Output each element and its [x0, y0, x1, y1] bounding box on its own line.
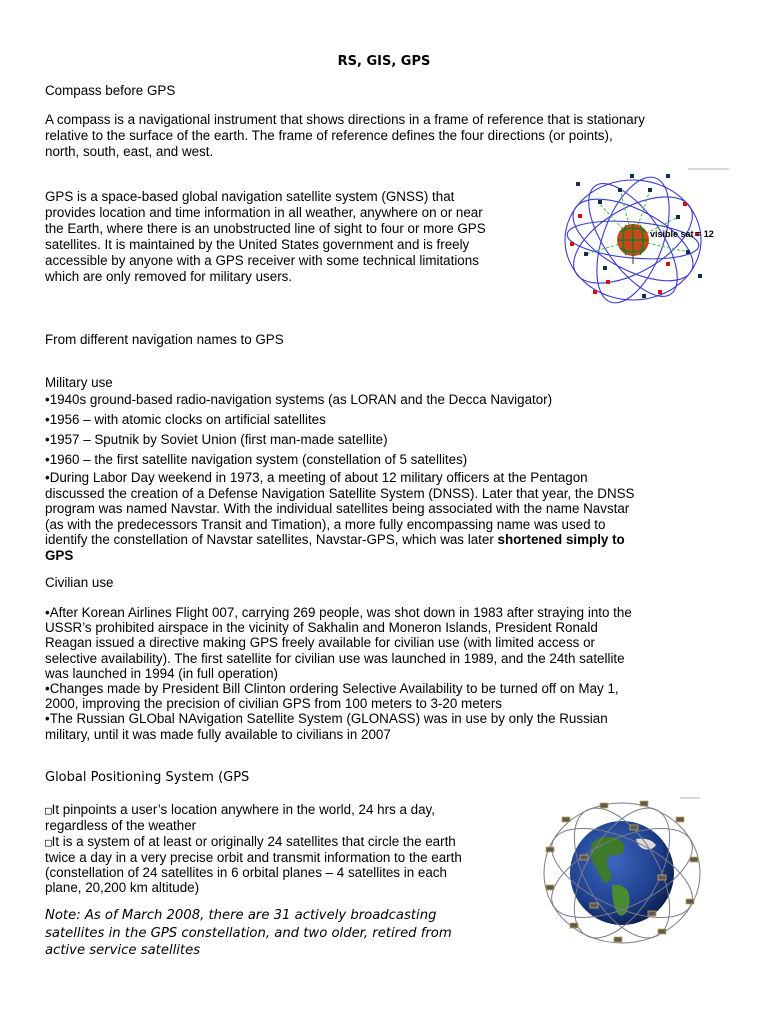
text-line: which are only removed for military users. — [45, 269, 293, 284]
text-segment: It is a system of at least or originally 24 satellites that circle the earth — [51, 833, 456, 849]
emphasis-text: shortened simply to — [497, 532, 625, 547]
list-item: •1940s ground-based radio-navigation systems (as LORAN and the Decca Navigator) — [45, 392, 553, 407]
text-line: regardless of the weather — [45, 818, 197, 834]
text-line: satellites. It is maintained by the United States government and is freely — [45, 237, 470, 252]
visible-satellites-label: visible sat = 12 — [650, 229, 714, 239]
text-segment: It pinpoints a user’s location anywhere in the world, 24 hrs a day, — [51, 802, 435, 817]
gps-bullets — [45, 802, 462, 896]
text-line: (as with the predecessors Transit and Timation), a more fully encompassing name was used to — [45, 516, 606, 532]
text-line: discussed the creation of a Defense Navigation Satellite System (DNSS). Later that year, the DNSS — [45, 485, 635, 501]
text-line: military, until it was made fully available to civilians in 2007 — [45, 726, 391, 742]
text-line: •After Korean Airlines Flight 007, carrying 269 people, was shot down in 1983 after straying into the — [45, 605, 632, 620]
text-line: twice a day in a very precise orbit and transmit information to the earth — [45, 849, 462, 865]
compass-heading: Compass before GPS — [45, 83, 176, 98]
text-line — [45, 532, 634, 548]
list-item: •1960 – the first satellite navigation system (constellation of 5 satellites) — [45, 452, 468, 467]
civilian-use-heading: Civilian use — [45, 575, 114, 590]
text-line: plane, 20,200 km altitude) — [45, 880, 200, 896]
note-paragraph — [45, 907, 452, 960]
civilian-paragraph — [45, 605, 632, 742]
earth-globe — [617, 224, 649, 264]
labor-day-paragraph — [45, 470, 634, 563]
list-item: •1956 – with atomic clocks on artificial satellites — [45, 412, 326, 427]
text-line: Note: As of March 2008, there are 31 actively broadcasting — [45, 908, 437, 923]
compass-paragraph — [45, 112, 645, 160]
missing-glyph-icon: □ — [45, 835, 52, 849]
gps-section-heading: Global Positioning System (GPS — [45, 770, 250, 785]
missing-glyph-icon: □ — [45, 804, 52, 817]
text-line: selective availability). The first satellite for civilian use was launched in 1989, and the 24th satellite — [45, 650, 625, 666]
text-line: was launched in 1994 (in full operation) — [45, 665, 278, 681]
text-line: the Earth, where there is an unobstructed line of sight to four or more GPS — [45, 221, 486, 236]
list-item — [45, 834, 462, 850]
text-line: GPS is a space-based global navigation satellite system (GNSS) that — [45, 189, 455, 204]
text-line: north, south, east, and west. — [45, 144, 214, 159]
text-line: (constellation of 24 satellites in 6 orbital planes – 4 satellites in each — [45, 865, 447, 881]
text-line: active service satellites — [45, 943, 201, 958]
text-line: 2000, improving the precision of civilian GPS from 100 meters to 3-20 meters — [45, 696, 502, 712]
text-line: provides location and time information in all weather, anywhere on or near — [45, 205, 483, 220]
military-list — [45, 390, 552, 470]
document-title: RS, GIS, GPS — [337, 54, 431, 69]
navigation-names-heading: From different navigation names to GPS — [45, 332, 284, 347]
text-line: accessible by anyone with a GPS receiver with some technical limitations — [45, 253, 479, 268]
text-line: program was named Navstar. With the individual satellites being associated with the name Navstar — [45, 501, 630, 516]
gps-constellation-figure — [558, 162, 733, 310]
military-use-heading: Military use — [45, 375, 113, 390]
text-line: Reagan issued a directive making GPS freely available for civilian use (with limited access or — [45, 635, 596, 651]
text-line: USSR’s prohibited airspace in the vicinity of Sakhalin and Moneron Islands, President Ronald — [45, 620, 598, 636]
text-line: •Changes made by President Bill Clinton ordering Selective Availability to be turned off on May 1, — [45, 681, 619, 697]
emphasis-text: GPS — [45, 547, 74, 563]
gps-definition-paragraph — [45, 189, 486, 285]
text-segment: identify the constellation of Navstar satellites, Navstar-GPS, which was later — [45, 532, 498, 547]
text-line: •During Labor Day weekend in 1973, a meeting of about 12 military officers at the Pentagon — [45, 470, 588, 485]
list-item — [45, 802, 462, 818]
earth-orbits-figure — [540, 795, 705, 945]
text-line: relative to the surface of the earth. The frame of reference defines the four directions (or points), — [45, 128, 613, 143]
text-line: A compass is a navigational instrument that shows directions in a frame of reference that is stationary — [45, 112, 645, 127]
text-line: •The Russian GLObal NAvigation Satellite System (GLONASS) was in use by only the Russian — [45, 711, 608, 727]
text-line: satellites in the GPS constellation, and two older, retired from — [45, 925, 452, 941]
list-item: •1957 – Sputnik by Soviet Union (first man-made satellite) — [45, 432, 388, 447]
